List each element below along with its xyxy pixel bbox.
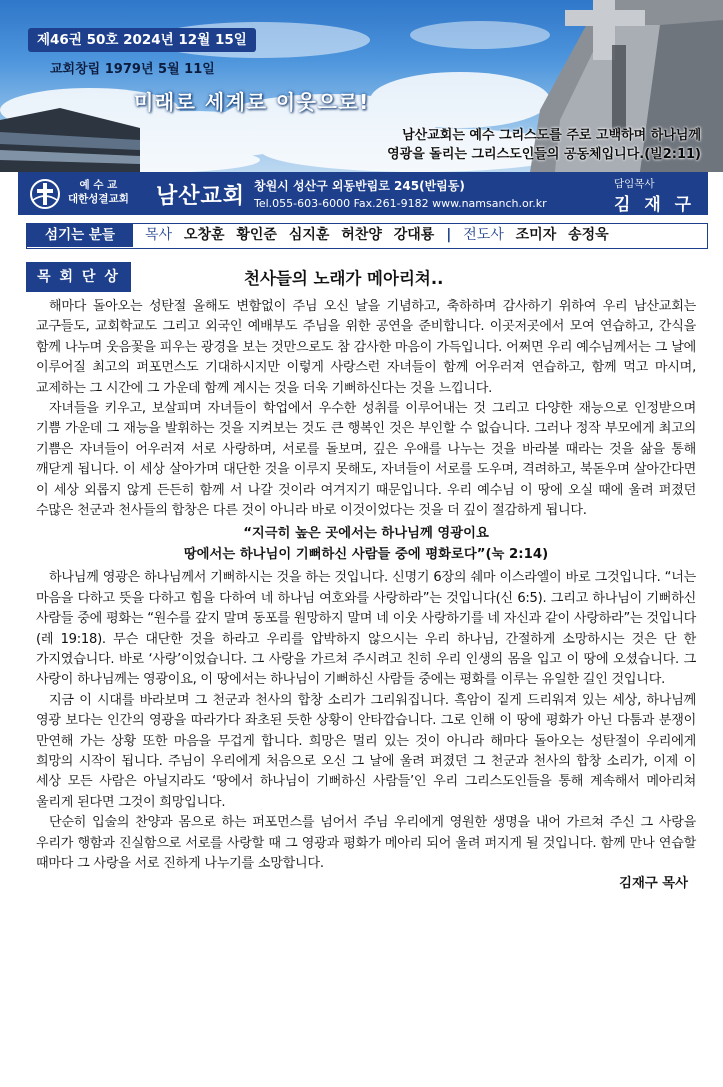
quote-reference: (눅 2:14) bbox=[485, 546, 549, 562]
servers-row bbox=[26, 223, 708, 249]
church-address: 창원시 성산구 외동반림로 245(반림동) bbox=[254, 179, 465, 193]
column-title: 천사들의 노래가 메아리쳐.. bbox=[244, 269, 444, 288]
evangelist-name-2: 송정욱 bbox=[568, 227, 609, 243]
denomination-line-2: 대한성결교회 bbox=[68, 193, 129, 205]
church-name: 남산교회 bbox=[156, 184, 246, 209]
paragraph-1: 해마다 돌아오는 성탄절 올해도 변함없이 주님 오신 날을 기념하고, 축하하며 감사하기 위하여 우리 남산교회는 교구들도, 교회학교도 그리고 외국인 예배부도 주님을 위한 공연을 준비합니다. 이곳저곳에서 모여 연습하고, 간식을 함께 나누며 웃음꽃을 피우는 광경을 보는 것만으로도 참 감사한 마음이 가득입니다. 어쩌면 우리 예수님께서는 그 날에 이루어질 최고의 퍼포먼스도 기대하시지만 이렇게 사랑스런 자녀들이 함께 어우러져 연습하고, 함께 먹고 마시며, 교제하는 그 시간에 그 가운데 함께 계시는 것을 더욱 기뻐하신다는 것을 느낍니다. bbox=[36, 299, 696, 396]
role-pastor: 목사 bbox=[145, 227, 173, 243]
quote-line-2-text: 땅에서는 하나님이 기뻐하신 사람들 중에 평화로다” bbox=[183, 546, 486, 562]
paragraph-2: 자녀들을 키우고, 보살피며 자녀들이 학업에서 우수한 성취를 이루어내는 것 그리고 다양한 재능으로 인정받으며 기쁨 가운데 그 재능을 발휘하는 것을 지켜보는 것도 큰 행복인 것은 부인할 수 없습니다. 그러나 정작 부모에게 최고의 기쁨은 자녀들이 어우러져 서로 사랑하며, 서로를 돌보며, 깊은 우애를 나누는 것을 바라볼 때라는 것을 삶을 통해 깨닫게 됩니다. 이 세상 살아가며 대단한 것을 이루지 못해도, 자녀들이 서로를 도우며, 격려하고, 북돋우며 살아간다면 이 세상 외롭지 않게 든든히 함께 서 나갈 것이라 여겨지기 때문입니다. 우리 예수님 이 땅에 오실 때에 울려 퍼졌던 수많은 천군과 천사들의 합창은 다른 것이 아니라 바로 이것이었다는 것을 더 깊이 절감하게 됩니다. bbox=[36, 401, 696, 519]
issue-badge: 제46권 50호 2024년 12월 15일 bbox=[28, 28, 256, 52]
paragraph-3: 하나님께 영광은 하나님께서 기뻐하시는 것을 하는 것입니다. 신명기 6장의 쉐마 이스라엘이 바로 그것입니다. “너는 마음을 다하고 뜻을 다하고 힘을 다하여 네 하나님 여호와를 사랑하라”는 것입니다(신 6:5). 그리고 하나님이 기뻐하신 사람들 중에 평화는 “원수를 갚지 말며 동포를 원망하지 말며 네 이웃 사랑하기를 네 자신과 같이 사랑하라”는 것입니다(레 19:18). 무슨 대단한 것을 하라고 우리를 압박하지 않으시는 우리 하나님, 간절하게 소망하시는 것은 단 한 가지였습니다. 바로 ‘사랑’이었습니다. 그 사랑을 가르쳐 주시려고 친히 우리 인생의 몸을 입고 이 땅에 오셨습니다. 그 사랑이 하나님께는 영광이요, 이 땅에서는 하나님이 기뻐하신 사람들 중에는 평화를 이루는 유일한 길인 것입니다. bbox=[36, 570, 696, 688]
pastor-name-1: 오창훈 bbox=[183, 227, 225, 243]
quote-line-2 bbox=[36, 545, 696, 565]
header-banner bbox=[0, 0, 723, 172]
pastor-name-4: 허찬양 bbox=[341, 227, 382, 243]
author-signature: 김재구 목사 bbox=[619, 876, 688, 892]
quote-line-1: “지극히 높은 곳에서는 하나님께 영광이요 bbox=[243, 526, 489, 542]
vision-line-2: 영광을 돌리는 그리스도인들의 공동체입니다.(빌2:11) bbox=[387, 147, 701, 162]
denomination bbox=[68, 178, 129, 206]
role-separator: | bbox=[446, 227, 452, 243]
role-evangelist: 전도사 bbox=[463, 227, 504, 243]
paragraph-5: 단순히 입술의 찬양과 몸으로 하는 퍼포먼스를 넘어서 주님 우리에게 영원한 생명을 내어 가르쳐 주신 그 사랑을 우리가 행함과 진실함으로 서로를 사랑할 때 그 영광과 평화가 메아리 되어 울려 퍼지게 될 것입니다. 함께 만나 연습할 때마다 그 사랑을 서로 진하게 나누기를 소망합니다. bbox=[36, 815, 696, 871]
pastor-name-2: 황인준 bbox=[236, 227, 277, 243]
founding-date: 교회창립 1979년 5월 11일 bbox=[50, 62, 215, 77]
church-info-bar bbox=[18, 172, 708, 215]
pastor-role-label: 담임목사 bbox=[614, 178, 655, 190]
paragraph-4: 지금 이 시대를 바라보며 그 천군과 천사의 합창 소리가 그리워집니다. 흑암이 짙게 드리워져 있는 세상, 하나님께 영광 보다는 인간의 영광을 따라가다 좌초된 듯한 상황이 안타깝습니다. 그로 인해 이 땅에 평화가 아닌 다툼과 분쟁이 만연해 가는 상황 또한 마음을 무겁게 합니다. 희망은 멀리 있는 것이 아니라 해마다 돌아오는 성탄절이 우리에게 희망의 시작이 됩니다. 주님이 우리에게 처음으로 오신 그 날에 울려 퍼졌던 그 천군과 천사의 합창 소리가, 이제 이 세상 모든 사람은 아닐지라도 ‘땅에서 하나님이 기뻐하신 사람들’인 우리 그리스도인들을 통해 계속해서 메아리쳐 울리게 된다면 그것이 희망입니다. bbox=[36, 692, 696, 810]
pastor-name-5: 강대룡 bbox=[393, 227, 435, 243]
slogan: 미래로 세계로 이웃으로! bbox=[134, 90, 370, 114]
church-logo-icon bbox=[28, 178, 62, 210]
servers-label: 섬기는 분들 bbox=[27, 224, 133, 247]
pastor-name-3: 심지훈 bbox=[288, 227, 330, 243]
vision-line-1: 남산교회는 예수 그리스도를 주로 고백하며 하나님께 bbox=[402, 128, 701, 143]
column-body bbox=[36, 297, 696, 894]
church-contact: Tel.055-603-6000 Fax.261-9182 www.namsanch.or.kr bbox=[254, 197, 547, 210]
column-tag: 목 회 단 상 bbox=[26, 262, 131, 292]
church-vision bbox=[361, 126, 701, 164]
scripture-quote bbox=[36, 524, 696, 565]
senior-pastor-name: 김 재 구 bbox=[614, 195, 696, 215]
servers-list bbox=[145, 224, 616, 247]
denomination-line-1: 예 수 교 bbox=[79, 179, 118, 191]
evangelist-name-1: 조미자 bbox=[515, 227, 557, 243]
